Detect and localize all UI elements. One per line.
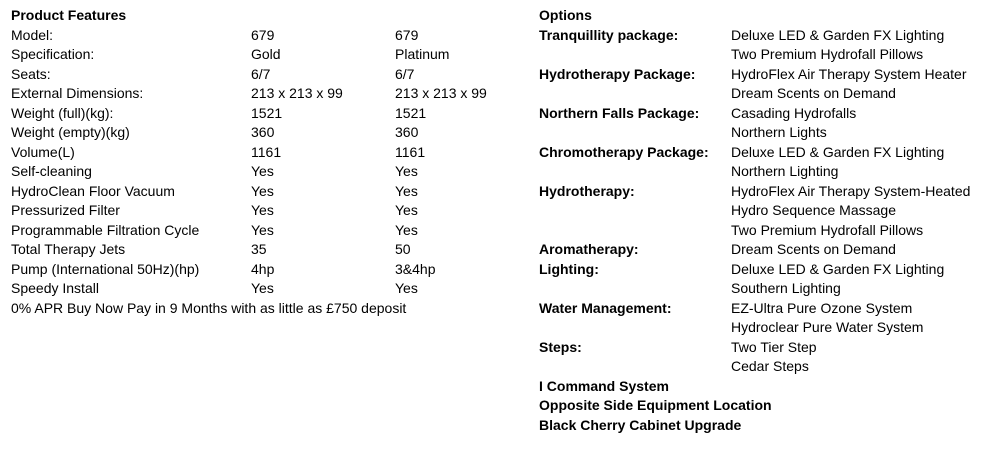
option-label: Water Management:: [539, 299, 672, 316]
option-value: Dream Scents on Demand: [731, 85, 896, 101]
option-row: [539, 45, 924, 65]
option-label: Tranquillity package:: [539, 26, 679, 43]
option-value: Deluxe LED & Garden FX Lighting: [731, 143, 945, 160]
feature-value-platinum: 50: [395, 241, 411, 257]
option-row: [539, 299, 913, 319]
feature-row: [11, 123, 419, 143]
option-label: Black Cherry Cabinet Upgrade: [539, 416, 742, 433]
option-row: [539, 104, 857, 124]
feature-value-gold: 4hp: [251, 260, 275, 277]
feature-value-gold: 1521: [251, 104, 283, 121]
feature-value-gold: 6/7: [251, 65, 271, 82]
option-value: Deluxe LED & Garden FX Lighting: [731, 26, 945, 43]
options-table: [539, 26, 971, 436]
option-row: [539, 279, 841, 299]
option-row: [539, 182, 971, 202]
option-label: Chromotherapy Package:: [539, 143, 709, 160]
feature-value-platinum: Platinum: [395, 46, 450, 62]
option-value: Southern Lighting: [731, 280, 841, 296]
feature-label: Specification:: [11, 46, 95, 62]
option-value: Two Tier Step: [731, 338, 817, 355]
feature-value-gold: 213 x 213 x 99: [251, 85, 343, 101]
product-features-table: [11, 26, 487, 299]
option-label: Hydrotherapy Package:: [539, 65, 696, 82]
feature-label: HydroClean Floor Vacuum: [11, 182, 175, 199]
option-row: [539, 201, 896, 221]
feature-value-platinum: 1521: [395, 104, 427, 121]
option-label: Opposite Side Equipment Location: [539, 397, 772, 413]
feature-value-platinum: Yes: [395, 163, 418, 179]
feature-label: Volume(L): [11, 143, 75, 160]
option-value: Deluxe LED & Garden FX Lighting: [731, 260, 945, 277]
feature-row: [11, 201, 418, 221]
feature-value-platinum: 213 x 213 x 99: [395, 85, 487, 101]
feature-label: Weight (empty)(kg): [11, 124, 130, 140]
option-value: Hydroclear Pure Water System: [731, 319, 924, 335]
option-value: Hydro Sequence Massage: [731, 202, 896, 218]
feature-row: [11, 84, 487, 104]
option-label: Northern Falls Package:: [539, 104, 700, 121]
feature-value-gold: Yes: [251, 280, 274, 296]
feature-value-platinum: 1161: [395, 143, 426, 160]
feature-value-platinum: 3&4hp: [395, 260, 436, 277]
option-row: [539, 357, 809, 377]
option-row: [539, 143, 945, 163]
options-title: Options: [539, 7, 592, 23]
feature-row: [11, 45, 450, 65]
option-row: [539, 65, 967, 85]
option-row: [539, 338, 817, 358]
feature-row: [11, 240, 411, 260]
feature-value-gold: 360: [251, 124, 275, 140]
option-value: Northern Lights: [731, 124, 827, 140]
option-label: I Command System: [539, 377, 669, 394]
option-value: Two Premium Hydrofall Pillows: [731, 221, 924, 238]
feature-value-platinum: Yes: [395, 221, 418, 238]
product-features-title: Product Features: [11, 7, 127, 23]
feature-row: [11, 104, 427, 124]
option-row: [539, 221, 924, 241]
feature-value-platinum: Yes: [395, 280, 418, 296]
feature-row: [11, 162, 418, 182]
options-section: [539, 6, 971, 435]
feature-value-platinum: 6/7: [395, 65, 415, 82]
option-value: Casading Hydrofalls: [731, 104, 857, 121]
option-value: Cedar Steps: [731, 358, 809, 374]
feature-row: [11, 221, 418, 241]
option-value: HydroFlex Air Therapy System-Heated: [731, 182, 971, 199]
feature-row: [11, 182, 418, 202]
option-value: Two Premium Hydrofall Pillows: [731, 46, 924, 62]
feature-row: [11, 143, 426, 163]
option-label: Steps:: [539, 338, 582, 355]
option-value: HydroFlex Air Therapy System Heater: [731, 65, 967, 82]
option-row: [539, 318, 924, 338]
feature-value-gold: Yes: [251, 163, 274, 179]
option-row: [539, 416, 742, 436]
option-row: [539, 162, 839, 182]
feature-value-gold: Gold: [251, 46, 281, 62]
option-row: [539, 377, 669, 397]
option-value: EZ-Ultra Pure Ozone System: [731, 299, 913, 316]
feature-label: Pump (International 50Hz)(hp): [11, 260, 200, 277]
feature-value-gold: 1161: [251, 143, 282, 160]
option-value: Dream Scents on Demand: [731, 241, 896, 257]
feature-label: Self-cleaning: [11, 163, 92, 179]
option-value: Northern Lighting: [731, 163, 839, 179]
option-row: [539, 260, 945, 280]
finance-offer-text: 0% APR Buy Now Pay in 9 Months with as little as £750 deposit: [11, 299, 407, 316]
feature-value-platinum: 360: [395, 124, 419, 140]
feature-label: External Dimensions:: [11, 85, 144, 101]
feature-row: [11, 26, 419, 46]
feature-value-platinum: Yes: [395, 182, 418, 199]
feature-label: Model:: [11, 26, 54, 43]
feature-value-gold: Yes: [251, 221, 274, 238]
option-label: Aromatherapy:: [539, 241, 639, 257]
product-features-section: [11, 6, 487, 318]
feature-row: [11, 260, 436, 280]
feature-value-gold: Yes: [251, 202, 274, 218]
option-row: [539, 123, 827, 143]
option-row: [539, 240, 896, 260]
feature-label: Total Therapy Jets: [11, 241, 126, 257]
feature-label: Speedy Install: [11, 280, 99, 296]
feature-row: [11, 65, 415, 85]
feature-value-platinum: Yes: [395, 202, 418, 218]
feature-label: Seats:: [11, 65, 51, 82]
option-row: [539, 84, 896, 104]
feature-value-gold: 679: [251, 26, 275, 43]
feature-label: Weight (full)(kg):: [11, 104, 114, 121]
feature-label: Pressurized Filter: [11, 202, 120, 218]
option-row: [539, 396, 772, 416]
feature-value-gold: 35: [251, 241, 267, 257]
option-label: Lighting:: [539, 260, 599, 277]
feature-row: [11, 279, 418, 299]
feature-value-gold: Yes: [251, 182, 274, 199]
option-row: [539, 26, 945, 46]
feature-value-platinum: 679: [395, 26, 419, 43]
option-label: Hydrotherapy:: [539, 182, 635, 199]
feature-label: Programmable Filtration Cycle: [11, 221, 200, 238]
